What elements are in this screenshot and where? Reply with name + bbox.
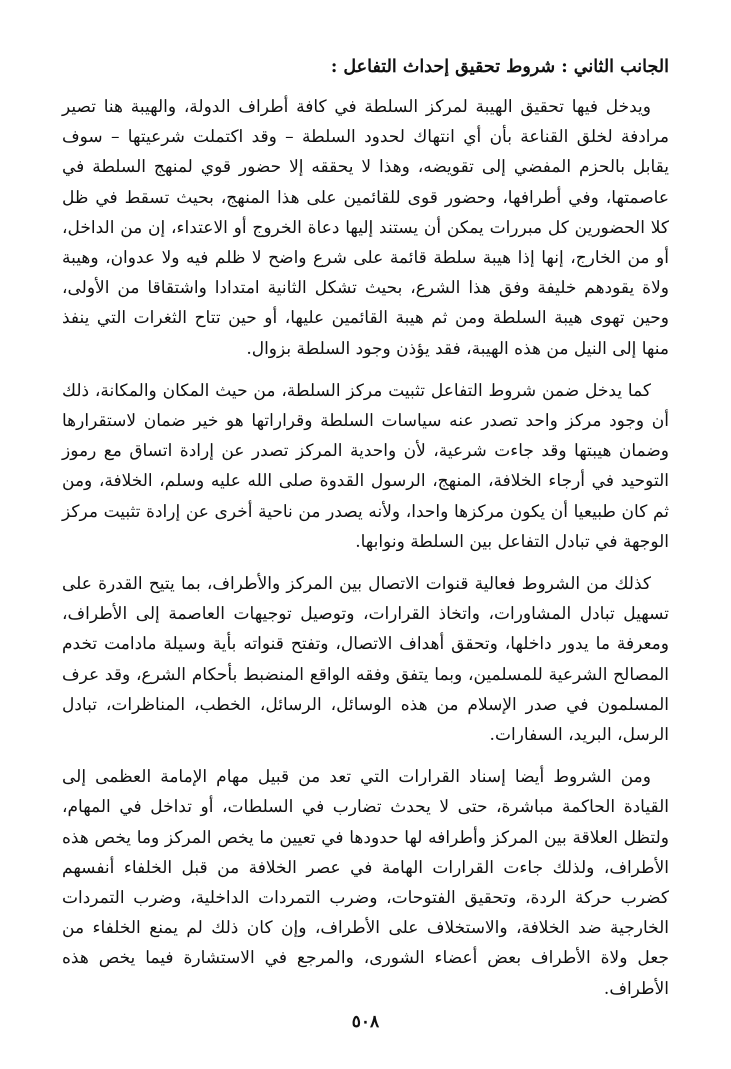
section-heading: الجانب الثاني : شروط تحقيق إحداث التفاعل : <box>330 57 669 77</box>
page-number: ٥٠٨ <box>351 1012 380 1032</box>
paragraph-2: كما يدخل ضمن شروط التفاعل تثبيت مركز السلطة، من حيث المكان والمكانة، ذلك أن وجود مركز واحد تصدر عنه سياسات السلطة وقراراتها هو خير ضمان لاستقرارها وضمان هيبتها وقد جاءت شرعية، لأن واحدية المركز تصدر عن إرادة اتساق مع رموز التوحيد في أرجاء الخلافة، المنهج، الرسول القدوة صلى الله عليه وسلم، الخلافة، ومن ثم كان طبيعيا أن يكون مركزها واحدا، ولأنه يصدر من ناحية أخرى عن إرادة تثبيت مركز الوجهة في تبادل التفاعل بين السلطة ونوابها. <box>62 380 669 552</box>
page-body <box>62 52 669 1016</box>
paragraph-3: كذلك من الشروط فعالية قنوات الاتصال بين المركز والأطراف، بما يتيح القدرة على تسهيل تبادل المشاورات، واتخاذ القرارات، وتوصيل توجيهات العاصمة إلى الأطراف، ومعرفة ما يدور داخلها، وتحقق أهداف الاتصال، وتفتح قنواته بأية وسيلة مادامت تخدم المصالح الشرعية للمسلمين، وبما يتفق وفقه الواقع المنضبط بأحكام الشرع، وقد عرف المسلمون في صدر الإسلام من هذه الوسائل، الرسائل، الخطب، المناظرات، تبادل الرسل، البريد، السفارات. <box>62 574 669 746</box>
paragraph-1: ويدخل فيها تحقيق الهيبة لمركز السلطة في كافة أطراف الدولة، والهيبة هنا تصير مرادفة لخلق القناعة بأن أي انتهاك لحدود السلطة – وقد اكتملت شرعيتها – سوف يقابل بالحزم المفضي إلى تقويضه، وهذا لا يحققه إلا حضور قوي لمنهج السلطة في عاصمتها، وفي أطرافها، وحضور قوى للقائمين على هذا المنهج، بحيث تسقط في ظل كلا الحضورين كل مبررات يمكن أن يستند إليها دعاة الخروج أو الاعتداء، إن من الداخل، أو من الخارج، إنها إذا هيبة سلطة قائمة على شرع واضح لا ظلم فيه ولا عدوان، وهيبة ولاة يقودهم خليفة وفق هذا الشرع، بحيث تشكل الثانية امتدادا واشتقاقا من الأولى، وحين تهوى هيبة السلطة ومن ثم هيبة القائمين عليها، أو حين تتاح الثغرات التي ينفذ منها إلى النيل من هذه الهيبة، فقد يؤذن وجود السلطة بزوال. <box>62 97 669 359</box>
paragraph-4: ومن الشروط أيضا إسناد القرارات التي تعد من قبيل مهام الإمامة العظمى إلى القيادة الحاكمة مباشرة، حتى لا يحدث تضارب في السلطات، أو تداخل في المهام، ولتظل العلاقة بين المركز وأطرافه لها حدودها في تعيين ما يخص المركز وما يخص هذه الأطراف، ولذلك جاءت القرارات الهامة في عصر الخلافة من قبل الخلفاء أنفسهم كضرب حركة الردة، وتحقيق الفتوحات، وضرب التمردات الداخلية، وضرب التمردات الخارجية ضد الخلافة، والاستخلاف على الأطراف، وإن كان ذلك لم يمنع الخلفاء من جعل ولاة الأطراف بعض أعضاء الشورى، والمرجع في الاستشارة فيما يخص هذه الأطراف. <box>62 767 669 999</box>
